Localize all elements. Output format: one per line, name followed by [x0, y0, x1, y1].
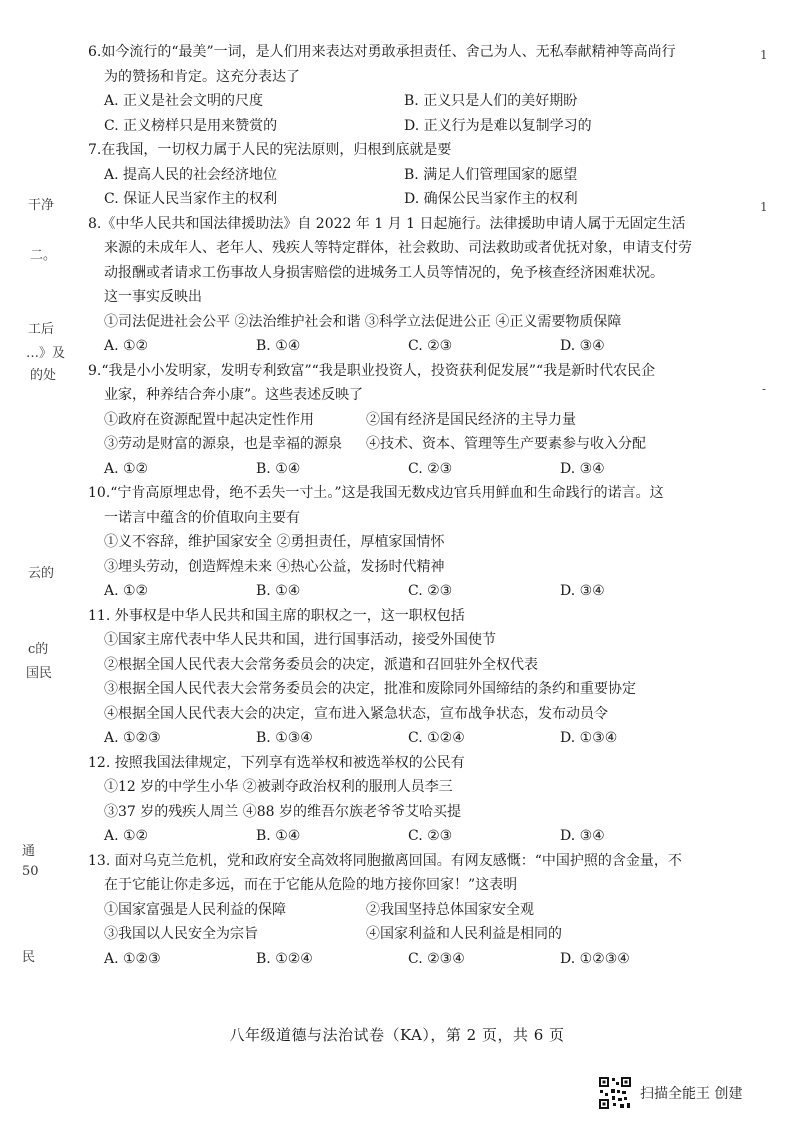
statement-line: ②根据全国人民代表大会常务委员会的决定，派遣和召回驻外全权代表	[104, 656, 538, 673]
question-stem: 6.如今流行的“最美”一词，是人们用来表达对勇敢承担责任、舍己为人、无私奉献精神等高尚行	[88, 44, 676, 60]
statement-line: ③埋头劳动，创造辉煌未来 ④热心公益，发扬时代精神	[104, 558, 445, 575]
question-stem: 11. 外事权是中华人民共和国主席的职权之一，这一职权包括	[88, 607, 465, 624]
margin-fragment: 工后	[28, 322, 55, 337]
qr-code-icon	[598, 1076, 632, 1110]
question-stem: 在于它能让你走多远，而在于它能从危险的地方接你回家！”这表明	[104, 877, 518, 893]
statement-3: ③劳动是财富的源泉，也是幸福的源泉	[104, 436, 342, 452]
question-stem: 9.“我是小小发明家，发明专利致富”“我是职业投资人，投资获利促发展”“我是新时代农民企	[88, 362, 656, 379]
margin-fragment: 云的	[28, 566, 55, 581]
right-margin-mark: 1	[760, 48, 768, 62]
option-b[interactable]: B. ①②④	[256, 950, 313, 967]
page-footer: 八年级道德与法治试卷（KA），第 2 页，共 6 页	[229, 1026, 565, 1044]
option-row	[88, 824, 748, 849]
right-margin-mark: 1	[760, 200, 768, 214]
right-margin-mark: -	[762, 382, 767, 396]
option-row	[88, 89, 748, 114]
margin-fragment: …》及	[26, 346, 66, 361]
option-row	[88, 457, 748, 482]
option-b[interactable]: B. ①④	[256, 338, 301, 354]
option-b[interactable]: B. ①④	[256, 828, 301, 844]
option-row	[88, 163, 748, 188]
option-c[interactable]: C. 保证人民当家作主的权利	[104, 191, 278, 207]
option-d[interactable]: D. 确保公民当家作主的权利	[404, 191, 578, 207]
statement-2: ②我国坚持总体国家安全观	[366, 901, 534, 918]
statement-line: ④根据全国人民代表大会的决定，宣布进入紧急状态，宣布战争状态，发布动员令	[104, 705, 608, 722]
statement-line: ①国家主席代表中华人民共和国，进行国事活动，接受外国使节	[104, 632, 496, 648]
question-stem: 一诺言中蕴含的价值取向主要有	[104, 509, 300, 526]
option-a[interactable]: A. ①②	[104, 828, 149, 844]
question-9	[88, 359, 748, 482]
question-stem: 12. 按照我国法律规定，下列享有选举权和被选举权的公民有	[88, 754, 465, 771]
margin-fragment: 的处	[30, 368, 57, 383]
margin-fragment: c的	[28, 642, 49, 657]
option-c[interactable]: C. ②③	[408, 583, 453, 599]
option-c[interactable]: C. ①②④	[408, 730, 465, 746]
margin-fragment: 民	[22, 950, 36, 965]
question-stem: 13. 面对乌克兰危机，党和政府安全高效将同胞撤离回国。有网友感慨：“中国护照的含金量，不	[88, 852, 682, 869]
margin-fragment: 国民	[26, 666, 53, 681]
option-a[interactable]: A. ①②	[104, 460, 149, 477]
statement-4: ④技术、资本、管理等生产要素参与收入分配	[366, 436, 646, 452]
question-stem: 来源的未成年人、老年人、残疾人等特定群体，社会救助、司法救助或者优抚对象，申请支付劳	[104, 240, 692, 256]
question-stem: 8.《中华人民共和国法律援助法》自 2022 年 1 月 1 日起施行。法律援助申请人属于无固定生活	[88, 215, 686, 232]
statement-line	[88, 898, 748, 923]
option-d[interactable]: D. ③④	[560, 460, 605, 477]
option-a[interactable]: A. ①②	[104, 338, 149, 354]
option-a[interactable]: A. 正义是社会文明的尺度	[104, 93, 264, 109]
option-a[interactable]: A. ①②③	[104, 730, 161, 746]
option-b[interactable]: B. ①④	[256, 460, 301, 477]
statement-line	[88, 408, 748, 433]
option-b[interactable]: B. 满足人们管理国家的愿望	[404, 166, 578, 183]
option-b[interactable]: B. 正义只是人们的美好期盼	[404, 93, 578, 109]
statement-line: ③根据全国人民代表大会常务委员会的决定，批准和废除同外国缔结的条约和重要协定	[104, 681, 636, 697]
statement-line	[88, 922, 748, 947]
statement-line: ①12 岁的中学生小华 ②被剥夺政治权利的服刑人员李三	[104, 779, 453, 795]
question-stem: 动报酬或者请求工伤事故人身损害赔偿的进城务工人员等情况的，免予核查经济困难状况。	[104, 264, 664, 281]
option-row	[88, 187, 748, 212]
margin-fragment: 二。	[30, 248, 57, 263]
question-stem: 10.“宁肯高原埋忠骨，绝不丢失一寸土。”这是我国无数戍边官兵用鲜血和生命践行的诺言。这	[88, 485, 664, 501]
statement-1: ①国家富强是人民利益的保障	[104, 901, 286, 918]
statement-line: ①义不容辞，维护国家安全 ②勇担责任，厚植家国情怀	[104, 534, 445, 550]
question-stem: 业家，种养结合奔小康”。这些表述反映了	[104, 387, 364, 403]
option-b[interactable]: B. ①③④	[256, 730, 313, 746]
option-c[interactable]: C. ②③④	[408, 950, 465, 967]
option-c[interactable]: C. ②③	[408, 338, 453, 354]
margin-fragment: 50	[22, 864, 39, 879]
question-stem: 7.在我国，一切权力属于人民的宪法原则，归根到底就是要	[88, 142, 452, 158]
option-d[interactable]: D. 正义行为是难以复制学习的	[404, 117, 592, 134]
question-12	[88, 751, 748, 849]
option-d[interactable]: D. ③④	[560, 583, 605, 599]
question-13	[88, 849, 748, 972]
question-stem: 为的赞扬和肯定。这充分表达了	[104, 68, 300, 85]
statement-1: ①政府在资源配置中起决定性作用	[104, 411, 314, 428]
question-10	[88, 481, 748, 604]
margin-fragment: 干净	[28, 198, 55, 213]
question-7	[88, 138, 748, 212]
option-c[interactable]: C. ②③	[408, 828, 453, 844]
question-11	[88, 604, 748, 751]
option-a[interactable]: A. 提高人民的社会经济地位	[104, 166, 278, 183]
statement-line: ③37 岁的残疾人周兰 ④88 岁的维吾尔族老爷爷艾哈买提	[104, 803, 461, 820]
question-8	[88, 212, 748, 359]
statement-4: ④国家利益和人民利益是相同的	[366, 926, 562, 942]
option-c[interactable]: C. 正义榜样只是用来赞赏的	[104, 117, 278, 134]
option-row	[88, 114, 748, 139]
option-a[interactable]: A. ①②	[104, 583, 149, 599]
option-row	[88, 334, 748, 359]
option-d[interactable]: D. ①②③④	[560, 950, 630, 967]
option-d[interactable]: D. ③④	[560, 338, 605, 354]
option-d[interactable]: D. ③④	[560, 828, 605, 844]
option-row	[88, 947, 748, 972]
option-row	[88, 579, 748, 604]
option-d[interactable]: D. ①③④	[560, 730, 618, 746]
statement-2: ②国有经济是国民经济的主导力量	[366, 411, 576, 428]
statement-line	[88, 432, 748, 457]
questions-column	[88, 40, 748, 971]
option-a[interactable]: A. ①②③	[104, 950, 161, 967]
option-c[interactable]: C. ②③	[408, 460, 453, 477]
statement-line: ①司法促进社会公平 ②法治维护社会和谐 ③科学立法促进公正 ④正义需要物质保障	[104, 313, 622, 330]
question-6	[88, 40, 748, 138]
option-row	[88, 726, 748, 751]
option-b[interactable]: B. ①④	[256, 583, 301, 599]
statement-3: ③我国以人民安全为宗旨	[104, 926, 258, 942]
margin-fragment: 通	[22, 844, 36, 859]
watermark-text: 扫描全能王 创建	[640, 1086, 743, 1102]
question-stem: 这一事实反映出	[104, 289, 202, 305]
scanner-watermark	[598, 1076, 742, 1110]
